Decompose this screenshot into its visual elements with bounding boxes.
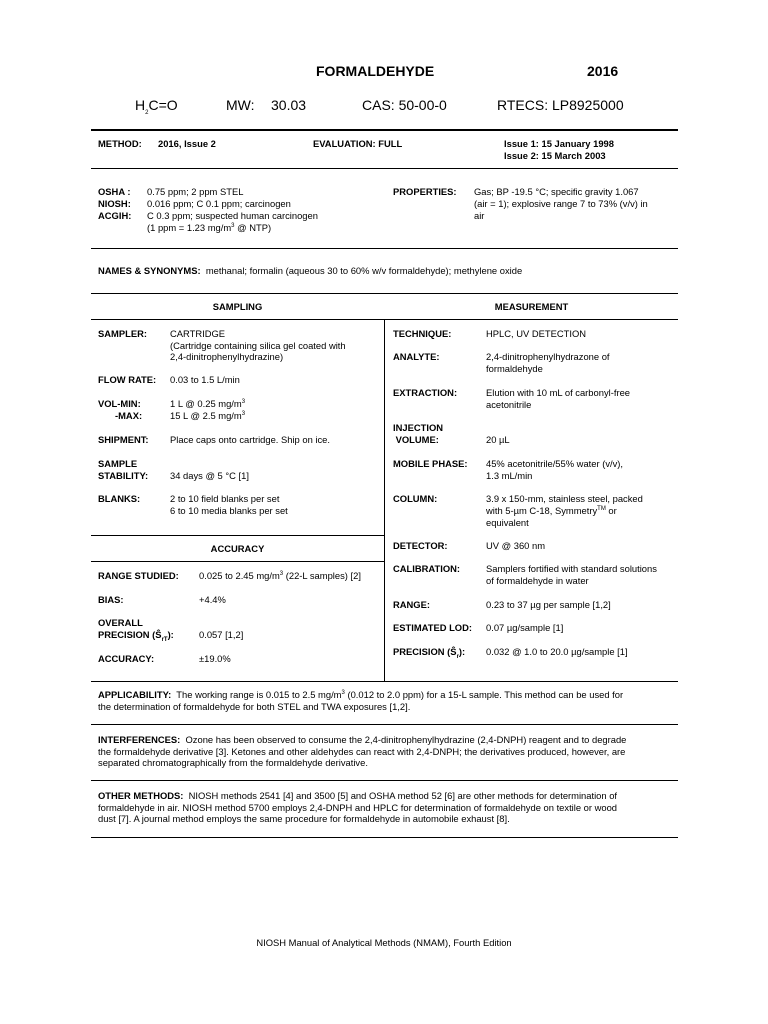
properties-line-2: (air = 1); explosive range 7 to 73% (v/v) in [474,198,648,209]
accuracy-label: ACCURACY: [98,653,155,664]
method-label: METHOD: [98,138,142,149]
acgih-label: ACGIH: [98,210,132,221]
accuracy-heading: ACCURACY [210,543,265,554]
measurement-heading: MEASUREMENT [494,301,569,312]
vol-max-label: -MAX: [115,410,143,421]
divider-exposure [91,248,678,249]
range-value: 0.23 to 37 µg per sample [1,2] [486,599,611,610]
sampler-line-2: (Cartridge containing silica gel coated with [170,340,346,351]
accuracy-value: ±19.0% [199,653,231,664]
injection-label-2: VOLUME: [393,434,439,445]
flow-rate-label: FLOW RATE: [98,374,157,385]
stability-value: 34 days @ 5 °C [1] [170,470,249,481]
range-studied-label: RANGE STUDIED: [98,570,179,581]
overall-precision-label-1: OVERALL [98,617,143,628]
blanks-label: BLANKS: [98,493,141,504]
column-line-1: 3.9 x 150-mm, stainless steel, packed [486,493,643,504]
divider-accuracy-head [91,561,384,562]
column-line-2: with 5-µm C-18, Symmetry™ or [486,505,617,516]
interferences-line-3: separated chromatographically from the formaldehyde derivative. [98,757,368,769]
calibration-label: CALIBRATION: [393,563,461,574]
osha-label: OSHA : [98,186,131,197]
lod-value: 0.07 µg/sample [1] [486,622,564,633]
divider-summary [91,681,678,682]
mw-label: MW: [226,97,255,113]
injection-value: 20 µL [486,434,510,445]
properties-line-1: Gas; BP -19.5 °C; specific gravity 1.067 [474,186,639,197]
injection-label-1: INJECTION [393,422,444,433]
cas-number: CAS: 50-00-0 [362,97,447,113]
stability-label-2: STABILITY: [98,470,149,481]
detector-label: DETECTOR: [393,540,448,551]
header-divider [91,129,678,131]
analyte-line-1: 2,4-dinitrophenylhydrazone of [486,351,610,362]
sampler-line-3: 2,4-dinitrophenylhydrazine) [170,351,284,362]
ppm-conversion: (1 ppm = 1.23 $mg/m^3$ @ NTP) [147,222,272,233]
sampler-label: SAMPLER: [98,328,147,339]
calibration-line-2: of formaldehyde in water [486,575,589,586]
shipment-value: Place caps onto cartridge. Ship on ice. [170,434,330,445]
applicability-paragraph: APPLICABILITY: The working range is 0.015 to 2.5 $mg/m^3$ (0.012 to 2.0 ppm) for a 15-L sample. This method can be used for the determination of formaldehyde for both STEL and TWA exposures [1,2]. [98,689,676,712]
divider-interferences [91,780,678,781]
sampler-line-1: CARTRIDGE [170,328,226,339]
footer-text: NIOSH Manual of Analytical Methods (NMAM), Fourth Edition [256,937,512,948]
lod-label: ESTIMATED LOD: [393,622,472,633]
analyte-line-2: formaldehyde [486,363,543,374]
names-synonyms: NAMES & SYNONYMS: methanal; formalin (aqueous 30 to 60% w/v formaldehyde); methylene oxide [98,265,523,276]
technique-label: TECHNIQUE: [393,328,452,339]
bias-label: BIAS: [98,594,124,605]
niosh-value: 0.016 ppm; C 0.1 ppm; carcinogen [147,198,291,209]
blanks-line-2: 6 to 10 media blanks per set [170,505,288,516]
extraction-line-1: Elution with 10 mL of carbonyl-free [486,387,630,398]
divider-accuracy-top [91,535,384,536]
osha-value: 0.75 ppm; 2 ppm STEL [147,186,244,197]
calibration-line-1: Samplers fortified with standard solutions [486,563,657,574]
evaluation: EVALUATION: FULL [313,138,403,149]
properties-label: PROPERTIES: [393,186,457,197]
technique-value: HPLC, UV DETECTION [486,328,587,339]
acgih-value: C 0.3 ppm; suspected human carcinogen [147,210,318,221]
method-number: 2016 [587,63,619,79]
other-methods-line-3: dust [7]. A journal method employs the same procedure for formaldehyde in automobile exhaust [8]. [98,813,510,825]
extraction-label: EXTRACTION: [393,387,458,398]
sampling-heading: SAMPLING [212,301,263,312]
precision-value: 0.032 @ 1.0 to 20.0 µg/sample [1] [486,646,628,657]
analyte-label: ANALYTE: [393,351,440,362]
column-divider [384,319,385,681]
shipment-label: SHIPMENT: [98,434,149,445]
other-methods-paragraph: OTHER METHODS: NIOSH methods 2541 [4] and 3500 [5] and OSHA method 52 [6] are other methods for determination of formaldehyde in air. NIOSH method 5700 employs 2,4-DNPH and HPLC for determination of formaldehyde on textile or wood dust [7]. A journal method employs the same procedure for formaldehyde in automobile exhaust [8]. [98,790,676,825]
mobile-phase-label: MOBILE PHASE: [393,458,468,469]
method-value: 2016, Issue 2 [158,138,216,149]
precision-label: PRECISION $(Ŝ_r)$: [393,646,466,660]
divider-method [91,168,678,169]
vol-max-value: 15 L @ 2.5 $mg/m^3$ [170,410,246,421]
rtecs-number: RTECS: LP8925000 [497,97,624,113]
stability-label-1: SAMPLE [98,458,138,469]
overall-precision-label-2: PRECISION $(Ŝ_{rT})$: [98,629,174,643]
blanks-line-1: 2 to 10 field blanks per set [170,493,280,504]
detector-value: UV @ 360 nm [486,540,546,551]
mw-value: 30.03 [271,97,307,113]
overall-precision-value: 0.057 [1,2] [199,629,244,640]
range-label: RANGE: [393,599,430,610]
applicability-line-2: the determination of formaldehyde for both STEL and TWA exposures [1,2]. [98,700,411,712]
mobile-phase-line-1: 45% acetonitrile/55% water (v/v), [486,458,624,469]
properties-line-3: air [474,210,485,221]
other-methods-line-2: formaldehyde in air. NIOSH method 5700 employs 2,4-DNPH and HPLC for determination of formaldehyde on textile or wood [98,801,618,813]
divider-other-methods [91,837,678,838]
bias-value: +4.4% [199,594,226,605]
document-title: FORMALDEHYDE [316,63,435,79]
vol-min-value: 1 L @ 0.25 $mg/m^3$ [170,398,246,409]
range-studied-value: 0.025 to 2.45 $mg/m^3$ (22-L samples) [2] [199,570,361,581]
issue-1-date: Issue 1: 15 January 1998 [504,138,614,149]
flow-rate-value: 0.03 to 1.5 L/min [170,374,240,385]
column-label: COLUMN: [393,493,438,504]
divider-names [91,293,678,294]
issue-2-date: Issue 2: 15 March 2003 [504,150,606,161]
column-line-3: equivalent [486,517,529,528]
extraction-line-2: acetonitrile [486,399,532,410]
interferences-paragraph: INTERFERENCES: Ozone has been observed to consume the 2,4-dinitrophenylhydrazine (2,4-DNPH) reagent and to degrade the formaldehyde derivative [3]. Ketones and other aldehydes can react with 2,4-DNPH; the derivatives produced, however, are separated chromatographically from the formaldehyde derivative. [98,734,676,769]
interferences-line-2: the formaldehyde derivative [3]. Ketones and other aldehydes can react with 2,4-DNPH; the derivatives produced, however, are [98,745,626,757]
chemical-formula: $H_2C=O$ [135,97,178,116]
vol-min-label: VOL-MIN: [98,398,141,409]
niosh-label: NIOSH: [98,198,131,209]
mobile-phase-line-2: 1.3 mL/min [486,470,533,481]
divider-applicability [91,724,678,725]
